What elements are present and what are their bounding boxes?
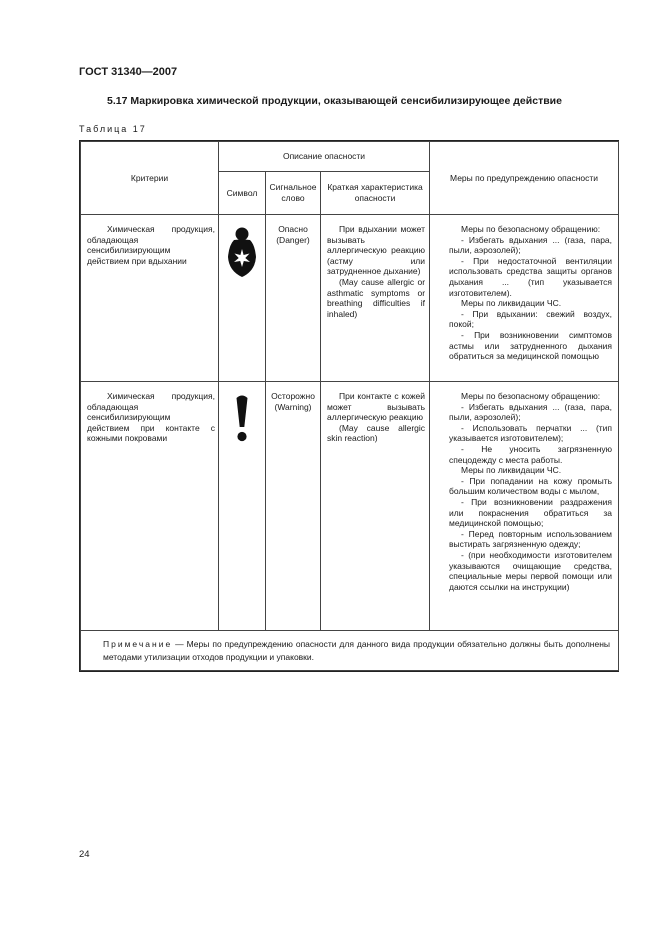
section-title: 5.17 Маркировка химической продукции, оказывающей сенсибилизирующее действие — [107, 95, 562, 107]
measure-item: - Перед повторным использованием выстирать загрязненную одежду; — [449, 528, 613, 550]
health-hazard-icon — [225, 227, 259, 279]
measure-item: - Использовать перчатки ... (тип указывается изготовителем); — [449, 422, 613, 444]
characteristic-text-en: (May cause allergic or asthmatic symptoms or breathing difficulties if inhaled) — [327, 276, 426, 319]
measure-item: Меры по безопасному обращению: — [461, 391, 601, 401]
characteristic-cell — [321, 382, 430, 631]
header-precautions: Меры по предупреждению опасности — [430, 142, 619, 215]
characteristic-cell — [321, 215, 430, 382]
measure-item: - При возникновении симптомов астмы или затрудненного дыхания обратиться за медицинской помощью — [449, 329, 613, 362]
measure-item: - (при необходимости изготовителем указываются очищающие средства, специальные меры первой помощи или даются ссылки на инструкции) — [449, 549, 613, 592]
measure-item: - Избегать вдыхания ... (газа, пара, пыли, аэрозолей); — [449, 401, 613, 423]
characteristic-text: При вдыхании может вызывать аллергическую реакцию (астму или затрудненное дыхание) — [327, 224, 426, 277]
header-hazard-description: Описание опасности — [219, 142, 430, 172]
table-caption: Таблица 17 — [79, 124, 147, 134]
criteria-cell — [81, 382, 219, 631]
measure-item: - Не уносить загрязненную спецодежду с места работы. — [449, 443, 613, 465]
measure-item: Меры по безопасному обращению: — [461, 224, 601, 234]
page-number: 24 — [79, 849, 90, 860]
note-label: Примечание — [103, 639, 173, 649]
table-row — [81, 215, 619, 382]
header-short-characteristic: Краткая характеристика опасности — [321, 172, 430, 215]
measures-cell — [430, 215, 619, 382]
characteristic-text-en: (May cause allergic skin reaction) — [327, 422, 426, 444]
criteria-cell — [81, 215, 219, 382]
exclamation-mark-icon — [232, 394, 252, 444]
measure-item: - Избегать вдыхания ... (газа, пара, пыли, аэрозолей); — [449, 234, 613, 256]
characteristic-text: При контакте с кожей может вызывать аллергическую реакцию — [327, 391, 426, 423]
measure-item: - При возникновении раздражения или покраснения обратиться за медицинской помощью; — [449, 496, 613, 529]
measure-item: Меры по ликвидации ЧС. — [461, 298, 562, 309]
document-header: ГОСТ 31340—2007 — [79, 66, 178, 78]
measure-item: - При недостаточной вентиляции использовать средства защиты органов дыхания ... (тип указывается изготовителем). — [449, 255, 613, 298]
criteria-text: Химическая продукция, обладающая сенсибилизирующим действием при контакте с кожными покровами — [87, 391, 215, 444]
table-note — [81, 631, 619, 671]
criteria-text: Химическая продукция, обладающая сенсибилизирующим действием при вдыхании — [87, 224, 215, 266]
hazard-table — [79, 140, 619, 672]
signal-word-cell: Осторожно (Warning) — [266, 382, 321, 631]
header-criteria: Критерии — [81, 142, 219, 215]
header-signal-word: Сигнальное слово — [266, 172, 321, 215]
measures-cell — [430, 382, 619, 631]
signal-word-cell: Опасно (Danger) — [266, 215, 321, 382]
symbol-cell — [219, 382, 266, 631]
note-text: — Меры по предупреждению опасности для данного вида продукции обязательно должны быть дополнены методами утилизации отходов продукции и упаковки. — [103, 639, 611, 662]
table-row — [81, 382, 619, 631]
measure-item: Меры по ликвидации ЧС. — [461, 465, 562, 476]
header-symbol: Символ — [219, 172, 266, 215]
symbol-cell — [219, 215, 266, 382]
note-row — [81, 631, 619, 671]
measure-item: - При вдыхании: свежий воздух, покой; — [449, 308, 613, 330]
measure-item: - При попадании на кожу промыть большим количеством воды с мылом, — [449, 475, 613, 497]
